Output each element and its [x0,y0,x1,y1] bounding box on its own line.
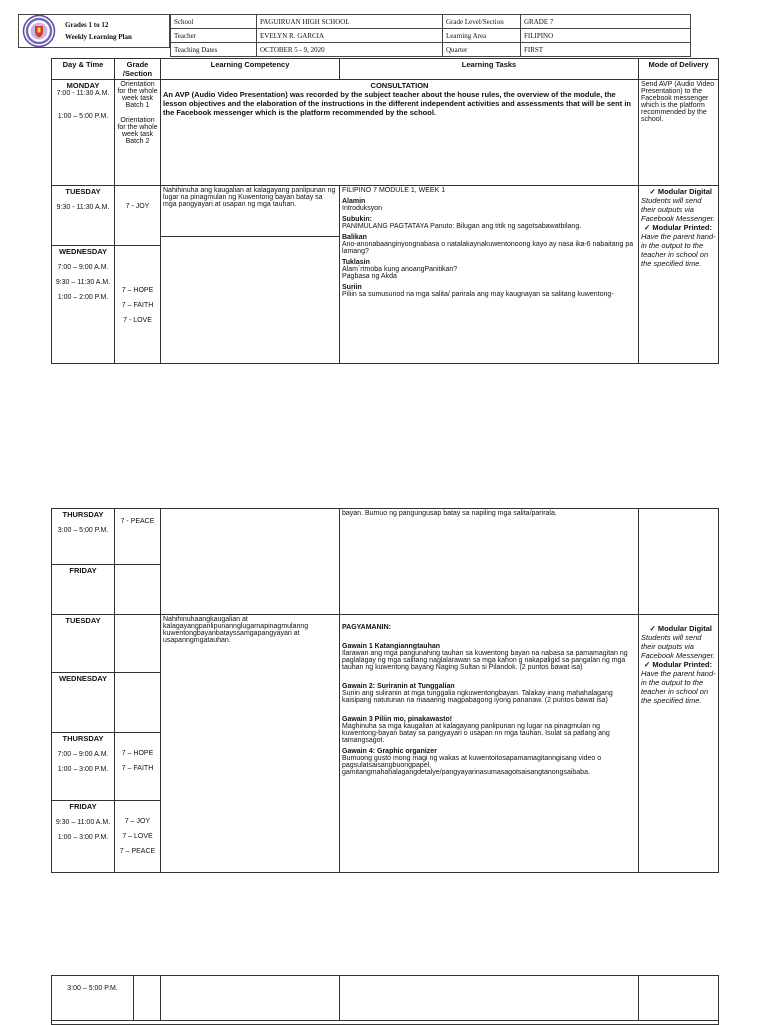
competency-text-page2: Nahihinuhaangkaugalian at kalagayangpanlipunannglugarnapinagmulanng kuwentongbayanbatayssamgapangyayari at usapanngmgatauhan. [163,616,309,644]
tasks-cell-page2 [340,615,639,873]
friday2-time-2: 1:00 – 3:00 P.M. [57,834,109,841]
wednesday-section-3: 7 - LOVE [123,317,152,324]
pagyamanin-title: PAGYAMANIN: [342,624,392,631]
thursday-time: 3:00 – 5:00 P.M. [57,527,109,534]
modular-printed-text-2: Have the parent hand-in the output to the teacher in school on the specified time. [641,669,716,705]
wednesday-time-2: 9:30 – 11:30 A.M. [55,279,111,286]
blank-mode-cell [639,509,719,615]
wednesday2-label: WEDNESDAY [58,674,108,683]
page-1 [0,0,768,360]
modular-digital-label-2: ✓ Modular Digital [649,624,712,633]
page-3 [0,975,768,1024]
balikan-text: Ano-anonabaanginyongnabasa o natalakaynakuwentonoong kayo ay nasa ika-6 nabaitang pa lamang? [342,241,634,255]
tuesday-label: TUESDAY [65,187,101,196]
page-2 [0,508,768,872]
col-learning-competency: Learning Competency [161,59,340,80]
gawain1-title: Gawain 1 Katangianngtauhan [342,643,441,650]
competency-cell-page1 [161,186,340,364]
competency-divider [161,236,339,237]
wednesday2-cell [52,673,115,733]
monday-section-cell [115,80,161,186]
thursday2-cell [52,733,115,801]
plan-table-page2 [51,508,719,873]
learning-area-value: FILIPINO [521,29,691,43]
tuklasin-text-1: Alam`rtmoba kung anoangPanitikan? [342,266,458,273]
tuesday2-cell [52,615,115,673]
page3-time-cell [52,976,134,1021]
gawain2-text: Suriin ang suliranin at mga tunggalia ngkuwentongbayan. Talakay inang mahahalagang kaisipang natutunan na maaaring magpabagong iyong pananaw. (2 puntos bawat isa) [342,690,613,704]
page3-blank-4 [639,976,719,1021]
wednesday-section-cell [115,246,161,364]
monday-cell [52,80,115,186]
school-value: PAGUIRUAN HIGH SCHOOL [257,15,443,29]
document-title-line1: Grades 1 to 12 [65,21,109,29]
tuesday-section-cell [115,186,161,246]
thursday2-label: THURSDAY [62,734,104,743]
wednesday-time-3: 1:00 – 2:00 P.M. [57,294,109,301]
suriin-text: Piliin sa sumusunod na mga salita/ parirala ang may kaugnayan sa salitang kuwentong- [342,291,614,298]
grade-level-value: GRADE 7 [521,15,691,29]
mode-cell-page1 [639,186,719,364]
modular-printed-label: ✓ Modular Printed: [644,223,712,232]
tuesday2-section-cell [115,615,161,673]
suriin-title: Suriin [342,284,362,291]
monday-time-1: 7:00 - 11:30 A.M. [56,90,110,97]
wednesday-cell [52,246,115,364]
modular-digital-text: Students will send their outputs via Facebook Messenger. [641,196,715,223]
subukin-title: Subukin: [342,216,372,223]
modular-digital-label: ✓ Modular Digital [649,187,712,196]
plan-table-page1 [51,58,719,364]
friday2-section-cell [115,801,161,873]
gawain2-title: Gawain 2: Suriranin at Tunggalian [342,683,455,690]
alamin-text: Introduksyon [342,205,383,212]
col-learning-tasks: Learning Tasks [340,59,639,80]
header-info-table [170,14,691,57]
consultation-text: An AVP (Audio Video Presentation) was recorded by the subject teacher about the house rules, the overview of the module, the lesson objectives and the elaboration of the instructions in the different independent activities and assessments that will be sent in the Facebook messenger which is the platform recommended by the school. [163,90,632,117]
page3-blank-2 [161,976,340,1021]
tuesday-section: 7 - JOY [125,203,150,210]
thursday-cell [52,509,115,565]
continuation-cell [340,509,639,615]
teacher-value: EVELYN R. GARCIA [257,29,443,43]
friday2-section-3: 7 – PEACE [119,848,156,855]
monday-section-1: Orientation for the whole week task Batch 1 [117,81,158,109]
monday-label: MONDAY [66,81,100,90]
tasks-cell-page1 [340,186,639,364]
gawain4-text: Bumuong gusto mong magi ng wakas at kuwentoitosapamamagitanngisang video o pagsulatsaisangbuongpapel, gamitangmahahalagangdetalye/pangyayarinasumasagotsaisangtanongsaibaba. [342,755,602,776]
friday-label: FRIDAY [69,566,97,575]
col-grade-section: Grade /Section [115,59,161,80]
thursday2-section-2: 7 – FAITH [121,765,154,772]
friday2-cell [52,801,115,873]
modular-printed-label-2: ✓ Modular Printed: [644,660,712,669]
tuesday2-label: TUESDAY [65,616,101,625]
teaching-dates-value: OCTOBER 5 - 9, 2020 [257,43,443,57]
quarter-value: FIRST [521,43,691,57]
subukin-text: PANIMULANG PAGTATAYA Panuto: Bilugan ang titik ng sagotsabawatbilang. [342,223,582,230]
teacher-label: Teacher [171,29,257,43]
continuation-text: bayan. Bumuo ng pangungusap batay sa napiling mga salita/parirala. [342,510,557,517]
gawain3-text: Maghinuha sa mga kaugalian at kalagayang panlipunan ng lugar na pinagmulan ng kuwentong-bayan batay sa pangyayari o usapan nn mga tauhan. Isulat sa patlang ang tamangsagot. [342,723,610,744]
thursday2-section-1: 7 – HOPE [121,750,154,757]
monday-section-2: Orientation for the whole week task Batch 2 [117,117,158,145]
competency-cell-page2 [161,615,340,873]
plan-table-page3 [51,975,719,1025]
tuklasin-title: Tuklasin [342,259,370,266]
modular-digital-text-2: Students will send their outputs via Facebook Messenger. [641,633,715,660]
friday2-time-1: 9:30 – 11:00 A.M. [55,819,111,826]
page3-blank-3 [340,976,639,1021]
tuklasin-text-2: Pagbasa ng Akda [342,273,397,280]
modular-printed-text: Have the parent hand-in the output to the teacher in school on the specified time. [641,232,716,268]
wednesday-time-1: 7:00 – 9:00 A.M. [57,264,109,271]
friday2-section-2: 7 – LOVE [122,833,153,840]
consultation-cell [161,80,639,186]
col-day-time: Day & Time [52,59,115,80]
thursday-section-cell [115,509,161,565]
balikan-title: Balikan [342,234,367,241]
tuesday-cell [52,186,115,246]
thursday2-section-cell [115,733,161,801]
consultation-mode: Send AVP (Audio Video Presentation) to the Facebook messenger which is the platform recommended by the school. [639,80,719,186]
learning-area-label: Learning Area [443,29,521,43]
grade-level-label: Grade Level/Section [443,15,521,29]
consultation-title: CONSULTATION [370,81,429,90]
friday2-label: FRIDAY [69,802,97,811]
teaching-dates-label: Teaching Dates [171,43,257,57]
module-label: FILIPINO 7 MODULE 1, WEEK 1 [342,187,446,194]
thursday-label: THURSDAY [62,510,104,519]
page3-blank-1 [134,976,161,1021]
wednesday-label: WEDNESDAY [58,247,108,256]
document-title-line2: Weekly Learning Plan [65,33,132,41]
gawain4-title: Gawain 4: Graphic organizer [342,748,437,755]
friday-section-cell [115,565,161,615]
friday-cell [52,565,115,615]
competency-text-page1: Nahihinuha ang kaugalian at kalagayang panlipunan ng lugar na pinagmulan ng Kuwentong bayan batay sa mga pangyayari at usapan ng mga tauhan. [163,187,336,208]
monday-time-2: 1:00 – 5:00 P.M. [57,113,109,120]
school-label: School [171,15,257,29]
quarter-label: Quarter [443,43,521,57]
col-mode-of-delivery: Mode of Delivery [639,59,719,80]
wednesday-section-1: 7 – HOPE [121,287,154,294]
wednesday-section-2: 7 – FAITH [121,302,154,309]
friday2-section-1: 7 – JOY [124,818,151,825]
alamin-title: Alamin [342,198,366,205]
gawain1-text: Ilarawan ang mga pangunahing tauhan sa kuwentong bayan na nabasa sa pamamagitan ng paglalagay ng mga salitang naglalarawan sa mga kahon g nakapaligid sa pangalan ng mga tauhan ng kuwentong bayang Naging Sultan si Pilandok. (2 puntos bawat isa) [342,650,628,671]
gawain3-title: Gawain 3 Piliin mo, pinakawasto! [342,716,453,723]
tuesday-time: 9:30 - 11:30 A.M. [56,204,110,211]
deped-seal-icon [22,14,56,48]
thursday2-time-2: 1:00 – 3:00 P.M. [57,766,109,773]
wednesday2-section-cell [115,673,161,733]
mode-cell-page2 [639,615,719,873]
thursday2-time-1: 7:00 – 9:00 A.M. [57,751,109,758]
thursday-section: 7 - PEACE [120,518,155,525]
blank-competency-cell [161,509,340,615]
page3-time: 3:00 – 5:00 P.M. [67,985,118,992]
